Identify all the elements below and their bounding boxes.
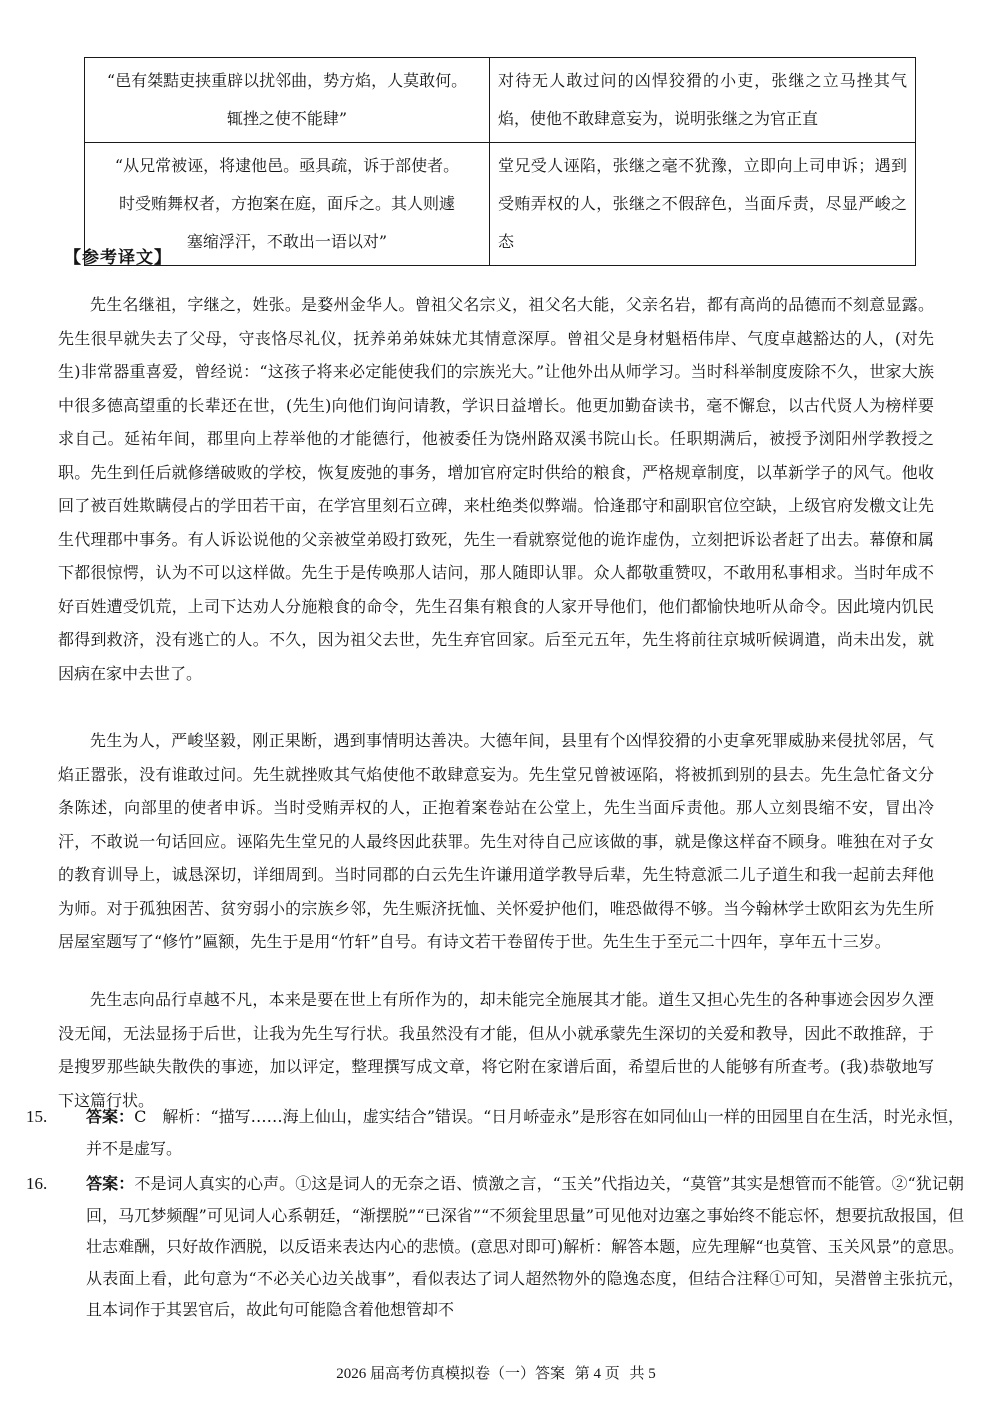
quote-line: “邑有桀黠吏挟重辟以扰邻曲，势方焰，人莫敢何。 [106,71,468,90]
footer-total-pages: 共 5 [629,1366,656,1382]
table-row [85,143,916,266]
translation-paragraph: 先生名继祖，字继之，姓张。是婺州金华人。曾祖父名宗义，祖父名大能，父亲名岩，都有高尚的品德而不刻意显露。先生很早就失去了父母，守丧恪尽礼仪，抚养弟弟妹妹尤其情意深厚。曾祖父是身材魁梧伟岸、气度卓越豁达的人，(对先生)非常器重喜爱，曾经说：“这孩子将来必定能使我们的宗族光大。”让他外出从师学习。当时科举制度废除不久，世家大族中很多德高望重的长辈还在世，(先生)向他们询问请教，学识日益增长。他更加勤奋读书，毫不懈怠，以古代贤人为榜样要求自己。延祐年间，郡里向上荐举他的才能德行，他被委任为饶州路双溪书院山长。任职期满后，被授予浏阳州学教授之职。先生到任后就修缮破败的学校，恢复废弛的事务，增加官府定时供给的粮食，严格规章制度，以革新学子的风气。他收回了被百姓欺瞒侵占的学田若干亩，在学宫里刻石立碑，来杜绝类似弊端。恰逢郡守和副职官位空缺，上级官府发檄文让先生代理郡中事务。有人诉讼说他的父亲被堂弟殴打致死，先生一看就察觉他的诡诈虚伪，立刻把诉讼者赶了出去。幕僚和属下都很惊愕，认为不可以这样做。先生于是传唤那人诘问，那人随即认罪。众人都敬重赞叹，不敢用私事相求。当时年成不好百姓遭受饥荒，上司下达劝人分施粮食的命令，先生召集有粮食的人家开导他们，他们都愉快地听从命令。因此境内饥民都得到救济，没有逃亡的人。不久，因为祖父去世，先生弃官回家。后至元五年，先生将前往京城听候调遣，尚未出发，就因病在家中去世了。 [58,295,934,683]
comparison-table [84,57,916,266]
answer-item [26,1168,964,1326]
section-heading: 【参考译文】 [64,248,172,268]
analysis-cell: 堂兄受人诬陷，张继之毫不犹豫，立即向上司申诉；遇到受贿弄权的人，张继之不假辞色，当面斥责，尽显严峻之态 [490,143,916,266]
quote-line: 辄挫之使不能肆” [226,109,348,128]
answer-label: 答案： [86,1174,135,1193]
footer-page-number: 第 4 页 [574,1366,620,1382]
question-number: 16. [26,1174,48,1193]
page-footer [0,1362,992,1383]
footer-title: 2026 届高考仿真模拟卷（一）答案 [336,1366,565,1382]
question-number: 15. [26,1107,48,1126]
answer-item [26,1101,964,1164]
answer-body: C 解析：“描写……海上仙山，虚实结合”错误。“日月峤壶永”是形容在如同仙山一样的田园里自在生活，时光永恒，并不是虚写。 [86,1107,964,1158]
quote-line: “从兄常被诬，将逮他邑。亟具疏，诉于部使者。 [114,156,460,175]
quote-line: 塞缩浮汗，不敢出一语以对” [186,232,388,251]
answer-label: 答案： [86,1107,135,1126]
analysis-cell: 对待无人敢过问的凶悍狡猾的小吏，张继之立马挫其气焰，使他不敢肆意妄为，说明张继之为官正直 [490,58,916,143]
quote-line: 时受贿舞权者，方抱案在庭，面斥之。其人则遽 [118,194,455,213]
translation-paragraph: 先生为人，严峻坚毅，刚正果断，遇到事情明达善决。大德年间，县里有个凶悍狡猾的小吏拿死罪威胁来侵扰邻居，气焰正嚣张，没有谁敢过问。先生就挫败其气焰使他不敢肆意妄为。先生堂兄曾被诬陷，将被抓到别的县去。先生急忙备文分条陈述，向部里的使者申诉。当时受贿弄权的人，正抱着案卷站在公堂上，先生当面斥责他。那人立刻畏缩不安，冒出冷汗，不敢说一句话回应。诬陷先生堂兄的人最终因此获罪。先生对待自己应该做的事，就是像这样奋不顾身。唯独在对子女的教育训导上，诚恳深切，详细周到。当时同郡的白云先生许谦用道学教导后辈，先生特意派二儿子道生和我一起前去拜他为师。对于孤独困苦、贫穷弱小的宗族乡邻，先生赈济抚恤、关怀爱护他们，唯恐做得不够。当今翰林学士欧阳玄为先生所居屋室题写了“修竹”匾额，先生于是用“竹轩”自号。有诗文若干卷留传于世。先生生于至元二十四年，享年五十三岁。 [58,731,934,951]
quote-cell [85,58,490,143]
translation-paragraph: 先生志向品行卓越不凡，本来是要在世上有所作为的，却未能完全施展其才能。道生又担心先生的各种事迹会因岁久湮没无闻，无法显扬于后世，让我为先生写行状。我虽然没有才能，但从小就承蒙先生深切的关爱和教导，因此不敢推辞，于是搜罗那些缺失散佚的事迹，加以评定，整理撰写成文章，将它附在家谱后面，希望后世的人能够有所查考。(我)恭敬地写下这篇行状。 [58,990,934,1110]
table-row [85,58,916,143]
answer-body: 不是词人真实的心声。①这是词人的无奈之语、愤激之言，“玉关”代指边关，“莫管”其实是想管而不能管。②“犹记朝回，马兀梦频醒”可见词人心系朝廷，“渐摆脱”“已深省”“不须瓮里思量”可见他对边塞之事始终不能忘怀，想要抗敌报国，但壮志难酬，只好故作洒脱，以反语来表达内心的悲愤。(意思对即可)解析：解答本题，应先理解“也莫管、玉关风景”的意思。从表面上看，此句意为“不必关心边关战事”，看似表达了词人超然物外的隐逸态度，但结合注释①可知，吴潜曾主张抗元，且本词作于其罢官后，故此句可能隐含着他想管却不 [86,1174,964,1319]
